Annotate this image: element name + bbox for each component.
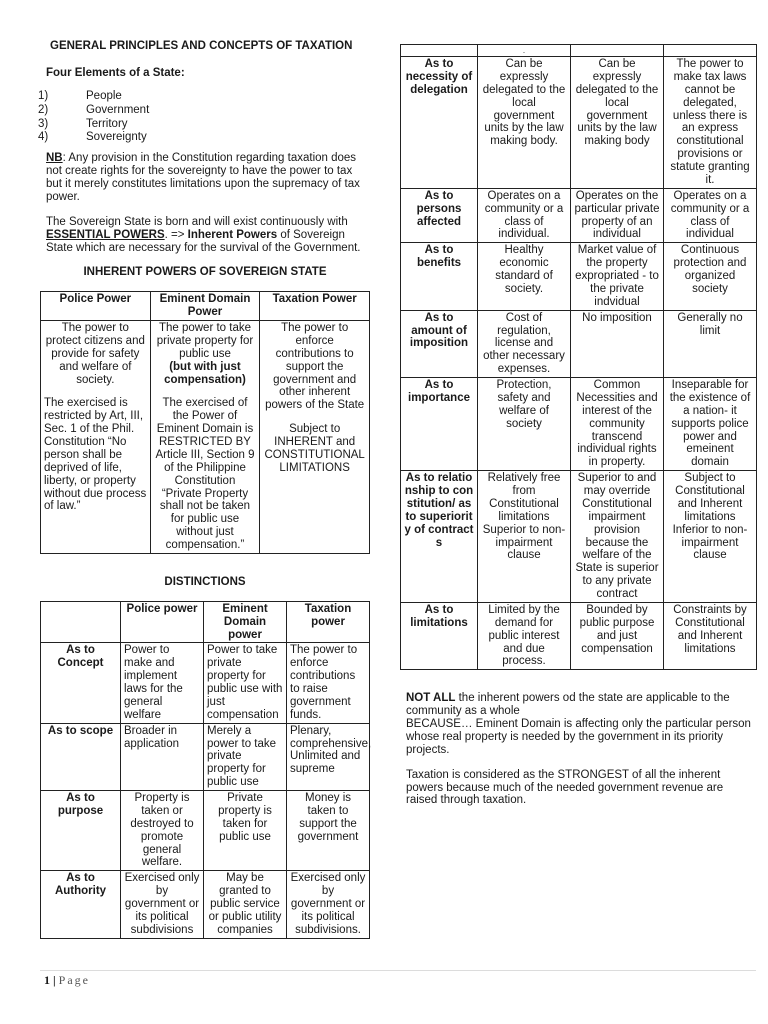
distinctions-table-continued — [400, 44, 757, 670]
distinctions-title: DISTINCTIONS — [164, 575, 246, 588]
document-title: GENERAL PRINCIPLES AND CONCEPTS OF TAXATION — [50, 40, 353, 52]
table-row: . — [401, 45, 757, 57]
list-item: 4) Sovereignty — [38, 131, 147, 144]
table-row: As to relationship to constitution/ as to superiority of contracts Relatively free from Constitutional limitations Superior to non-impairment clause Superior to and may override Constitutional impairment provision because the welfare of the State is superior to any private contract Subject to Constitutional and Inherent limitations Inferior to non-impairment clause — [401, 471, 757, 603]
table-row: As to Authority Exercised only by government or its political subdivisions May be granted to public service or public utility companies Exercised only by government or its political subdivisions. — [41, 871, 370, 938]
table-row: As to necessity of delegation Can be expressly delegated to the local government units by the law making body. Can be expressly delegated to the local government units by the law making body The power to make tax laws cannot be delegated, unless there is an express constitutional provisions or statute granting it. — [401, 57, 757, 189]
table-row: As to purpose Property is taken or destroyed to promote general welfare. Private property is taken for public use Money is taken to support the government — [41, 791, 370, 871]
table-row: As to Concept Power to make and implement laws for the general welfare Power to take private property for public use with just compensation The power to enforce contributions to raise government funds. — [41, 643, 370, 723]
table-row: As to persons affected Operates on a community or a class of individual. Operates on the particular private property of an individual Operates on a community or a class of individual — [401, 188, 757, 243]
elements-heading: Four Elements of a State: — [46, 66, 185, 79]
page-number: 1 — [44, 973, 50, 987]
table-row: As to benefits Healthy economic standard of society. Market value of the property expropriated - to the private indvidual Continuous protection and organized society — [401, 243, 757, 310]
elements-list — [38, 89, 370, 145]
table-header: Eminent Domain Power — [150, 292, 260, 321]
sovereign-paragraph: The Sovereign State is born and will exist continuously with ESSENTIAL POWERS. => Inherent Powers of Sovereign State which are necessary for the survival of the Government. — [46, 215, 361, 254]
table-row: As to importance Protection, safety and welfare of society Common Necessities and interest of the community transcend individual rights in property. Inseparable for the existence of a nation- it supports police power and emeinent domain — [401, 378, 757, 471]
taxation-power-cell: The power to enforce contributions to support the government and other inherent powers of the State Subject to INHERENT and CONSTITUTIONAL LIMITATIONS — [260, 321, 370, 554]
list-item: 2) Government — [38, 103, 150, 116]
table-header: Eminent Domain power — [204, 601, 287, 643]
table-header: Police power — [121, 601, 204, 643]
not-all-paragraph: NOT ALL the inherent powers od the state are applicable to the community as a whole BECAUSE… Eminent Domain is affecting only the particular person whose real property is needed by the government in its priority projects. — [406, 692, 751, 756]
footer-rule — [40, 970, 756, 971]
list-item: 3) Territory — [38, 117, 128, 130]
eminent-domain-cell: The power to take private property for public use (but with just compensation) The exercised of the Power of Eminent Domain is RESTRICTED BY Article III, Section 9 of the Philippine Constitution “Private Property shall not be taken for public use without just compensation.” — [150, 321, 260, 554]
nb-label: NB — [46, 152, 63, 165]
left-column — [40, 40, 370, 939]
list-item: 1) People — [38, 89, 122, 102]
table-header: Taxation Power — [260, 292, 370, 321]
table-row — [41, 321, 370, 554]
police-power-cell: The power to protect citizens and provide for safety and welfare of society. The exercised is restricted by Art, III, Sec. 1 of the Phil. Constitution “No person shall be deprived of life, liberty, or property without due process of law.” — [41, 321, 151, 554]
notes-section — [400, 692, 757, 807]
distinctions-table — [40, 601, 370, 939]
strongest-paragraph: Taxation is considered as the STRONGEST of all the inherent powers because much of the needed government revenue are raised through taxation. — [406, 768, 724, 807]
page-footer: 1 | Page — [44, 973, 90, 987]
table-row: As to limitations Limited by the demand for public interest and due process. Bounded by public purpose and just compensation Constraints by Constitutional and Inherent limitations — [401, 602, 757, 669]
nb-paragraph: NB: Any provision in the Constitution regarding taxation does not create rights for the sovereignty to have the power to tax but it merely constitutes limitations upon the supremacy of tax power. — [46, 152, 360, 203]
table-header: Police Power — [41, 292, 151, 321]
powers-table — [40, 291, 370, 554]
table-row: As to scope Broader in application Merely a power to take private property for public use Plenary, comprehensive, Unlimited and supreme — [41, 723, 370, 790]
right-column — [400, 44, 757, 819]
page-label: Page — [58, 973, 90, 987]
powers-table-title: INHERENT POWERS OF SOVEREIGN STATE — [83, 266, 327, 279]
table-header — [41, 601, 121, 643]
table-row: As to amount of imposition Cost of regulation, license and other necessary expenses. No imposition Generally no limit — [401, 310, 757, 377]
table-header: Taxation power — [287, 601, 370, 643]
